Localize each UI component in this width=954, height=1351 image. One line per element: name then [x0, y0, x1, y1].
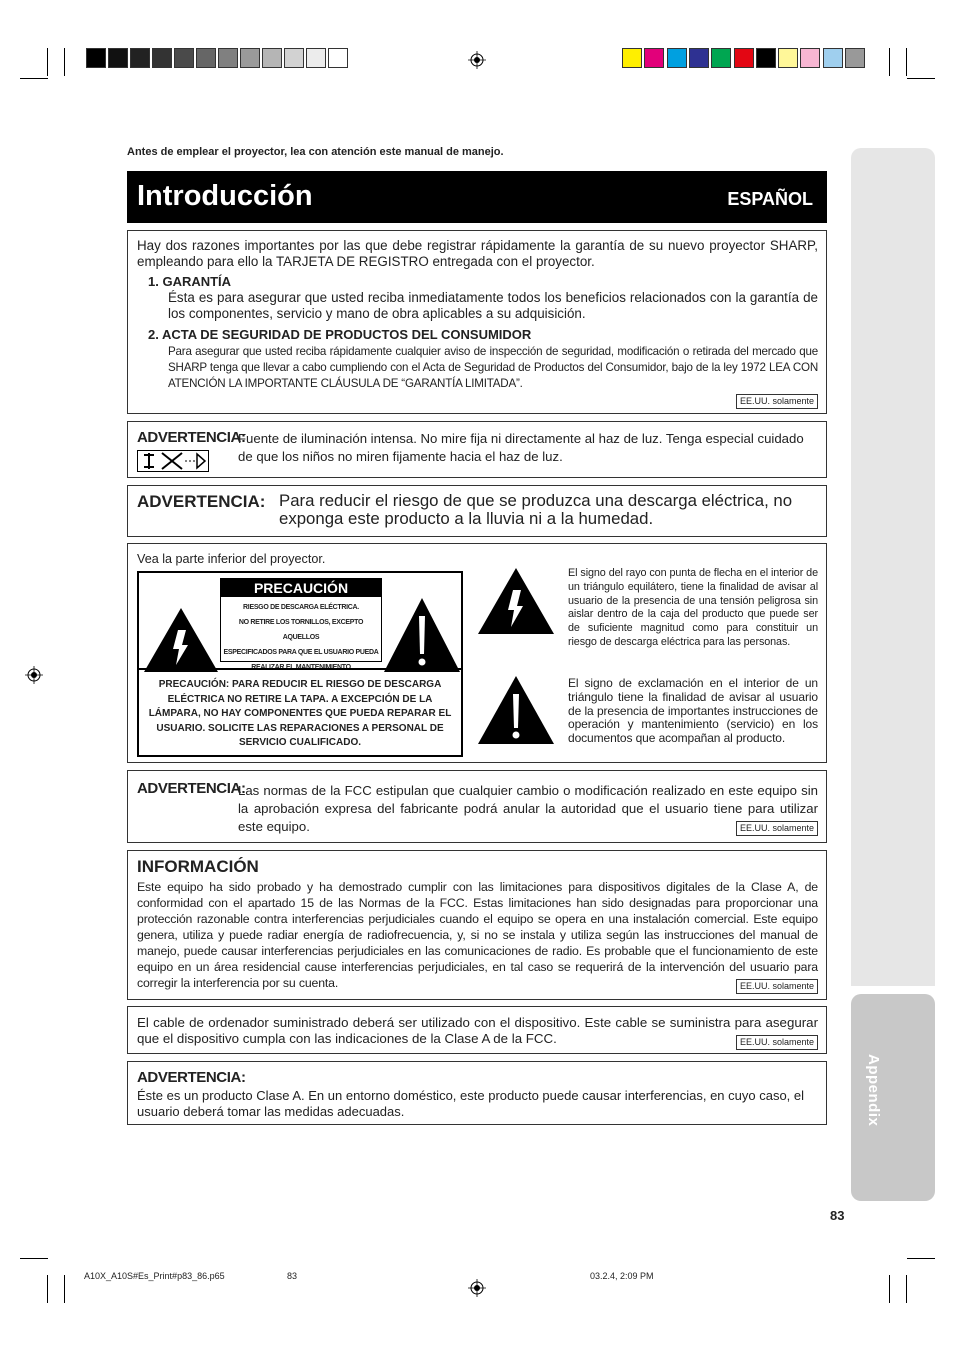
intro-line: Antes de emplear el proyector, lea con atención este manual de manejo.	[127, 146, 504, 158]
page-title: Introducción	[137, 180, 313, 212]
crop-mark	[20, 78, 48, 79]
cable-box	[127, 1006, 827, 1054]
caution-label-line: RIESGO DE DESCARGA ELÉCTRICA.	[243, 604, 359, 611]
color-swatch	[734, 48, 754, 68]
crop-mark	[906, 48, 907, 76]
us-only-tag: EE.UU. solamente	[736, 979, 818, 994]
caution-box	[127, 543, 827, 763]
title-bar	[127, 171, 827, 223]
info-box	[127, 850, 827, 1000]
side-tab-top	[851, 148, 935, 986]
crop-mark	[889, 1275, 890, 1303]
caution-label-line: NO RETIRE LOS TORNILLOS, EXCEPTO AQUELLOS	[238, 619, 364, 641]
info-text: Este equipo ha sido probado y ha demostrado cumplir con las limitaciones para dispositivos digitales de la Clase A, de conformidad con el apartado 15 de las Normas de la FCC. Estas limitaciones han sido designadas para proporcionar una protección razonable contra interferencias perjudiciales cuando el equipo se opera en una instalación comercial. Este equipo genera, utiliza y puede radiar energía de radiofrecuencia, y, si no se instala y utiliza según las instrucciones del manual de manejo, puede causar interferencias perjudiciales en las comunicaciones de radio. Es probable que el funcionamiento de este equipo en un área residencial cause interferencias perjudiciales, en tal caso se requerirá de la intervención del usuario para corregir la interferencia por su cuenta.	[137, 880, 818, 990]
crop-mark	[907, 78, 935, 79]
lightning-triangle-icon	[144, 608, 218, 672]
exclamation-triangle-icon	[478, 676, 554, 744]
registration-mark-icon	[25, 666, 43, 684]
caution-label-panel	[137, 571, 463, 757]
page-number: 83	[830, 1208, 845, 1223]
footer-file: A10X_A10S#Es_Print#p83_86.p65	[84, 1271, 225, 1281]
warranty-item2-text: Para asegurar que usted reciba rápidamente cualquier aviso de inspección de seguridad, modificación o retirada del mercado que SHARP tenga que llevar a cabo cumpliendo con el Acta de Seguridad de Productos del Consumidor, bajo de la ley 1972 LEA CON ATENCIÓN LA IMPORTANTE CLÁUSULA DE “GARANTÍA LIMITADA”.	[168, 345, 818, 390]
crop-mark	[889, 48, 890, 76]
side-tab-appendix[interactable]	[851, 994, 935, 1201]
caution-divider	[139, 668, 461, 670]
us-only-tag: EE.UU. solamente	[736, 821, 818, 836]
warning-rain-text: Para reducir el riesgo de que se produzca una descarga eléctrica, no exponga este producto a la lluvia ni a la humedad.	[279, 491, 793, 528]
warranty-item1-text: Ésta es para asegurar que usted reciba inmediatamente todos los beneficios relacionados con la garantía de los componentes, servicio y mano de obra aplicables a su adquisición.	[168, 290, 818, 321]
color-swatch	[644, 48, 664, 68]
see-bottom-note: Vea la parte inferior del proyector.	[137, 552, 326, 566]
lightning-triangle-icon	[478, 568, 554, 634]
grey-swatch	[196, 48, 216, 68]
warning-classa-label: ADVERTENCIA:	[137, 1069, 246, 1086]
warning-fcc-label: ADVERTENCIA:	[137, 780, 246, 797]
warning-label: ADVERTENCIA:	[137, 429, 246, 446]
us-only-tag: EE.UU. solamente	[736, 1035, 818, 1050]
grey-swatch	[174, 48, 194, 68]
lightning-description: El signo del rayo con punta de flecha en el interior de un triángulo equilátero, tiene la finalidad de avisar al usuario de la presencia de una tensión peligrosa sin aislar dentro de la caja del producto que puede ser de suficiente magnitud como para constituir un riesgo de descarga eléctrica para las personas.	[568, 567, 818, 648]
cable-text: El cable de ordenador suministrado deberá ser utilizado con el dispositivo. Este cable se suministra para asegurar que el dispositivo cumpla con las indicaciones de la Clase A de la FCC.	[137, 1015, 818, 1046]
color-swatch	[622, 48, 642, 68]
footer-date: 03.2.4, 2:09 PM	[590, 1271, 654, 1281]
caution-label-lines	[221, 600, 381, 675]
exclamation-triangle-icon	[384, 598, 460, 672]
warning-fcc-text: Las normas de la FCC estipulan que cualquier cambio o modificación realizado en este equipo sin la aprobación expresa del fabricante podrá anular la autoridad que el usuario tiene para utilizar este equipo.	[238, 783, 818, 834]
crop-mark	[47, 1275, 48, 1303]
crop-mark	[47, 48, 48, 76]
grey-swatch	[152, 48, 172, 68]
grey-swatch	[284, 48, 304, 68]
grey-swatch	[328, 48, 348, 68]
grey-swatch	[108, 48, 128, 68]
warning-classa-text: Éste es un producto Clase A. En un entorno doméstico, este producto puede causar interferencias, en cuyo caso, el usuario deberá tomar las medidas adecuadas.	[137, 1088, 805, 1119]
color-swatch	[778, 48, 798, 68]
exclamation-description: El signo de exclamación en el interior de un triángulo tiene la finalidad de avisar al usuario de la presencia de importantes instrucciones de operación y mantenimiento (servicio) en los documentos que acompañan al producto.	[568, 676, 818, 746]
side-tab-label: Appendix	[865, 1054, 882, 1127]
registration-mark-icon	[468, 51, 486, 69]
warranty-box	[127, 230, 827, 414]
caution-label-line: ESPECIFICADOS PARA QUE EL USUARIO PUEDA	[223, 649, 379, 656]
footer-page: 83	[287, 1271, 298, 1281]
warranty-item2-title: 2. ACTA DE SEGURIDAD DE PRODUCTOS DEL CONSUMIDOR	[148, 327, 532, 342]
warning-fcc-box	[127, 770, 827, 843]
color-swatch	[800, 48, 820, 68]
crop-mark	[64, 48, 65, 76]
crop-mark	[20, 1258, 48, 1259]
no-stare-icon	[137, 450, 209, 472]
language-label: ESPAÑOL	[727, 189, 813, 209]
info-title: INFORMACIÓN	[137, 857, 259, 876]
warning-classa-box	[127, 1061, 827, 1125]
crop-mark	[906, 1275, 907, 1303]
us-only-tag: EE.UU. solamente	[736, 394, 818, 409]
color-swatch	[823, 48, 843, 68]
grey-swatch	[240, 48, 260, 68]
color-swatch	[667, 48, 687, 68]
crop-mark	[64, 1275, 65, 1303]
grey-swatch	[86, 48, 106, 68]
warning-rain-box	[127, 485, 827, 537]
crop-mark	[907, 1258, 935, 1259]
warranty-item1-title: 1. GARANTÍA	[148, 274, 232, 289]
color-swatch	[756, 48, 776, 68]
warranty-intro: Hay dos razones importantes por las que debe registrar rápidamente la garantía de su nuevo proyector SHARP, empleando para ello la TARJETA DE REGISTRO entregada con el proyector.	[137, 238, 818, 269]
grey-swatch	[262, 48, 282, 68]
color-swatch	[711, 48, 731, 68]
warning-rain-label: ADVERTENCIA:	[137, 492, 266, 511]
grey-swatch	[218, 48, 238, 68]
warning-light-text: Fuente de iluminación intensa. No mire fija ni directamente al haz de luz. Tenga especial cuidado de que los niños no miren fijamente hacia el haz de luz.	[238, 431, 804, 464]
warning-light-box	[127, 421, 827, 478]
grey-swatch	[306, 48, 326, 68]
caution-label-title: PRECAUCIÓN	[221, 579, 381, 597]
caution-bottom-text: PRECAUCIÓN: PARA REDUCIR EL RIESGO DE DESCARGA ELÉCTRICA NO RETIRE LA TAPA. A EXCEPCIÓN DE LA LÁMPARA, NO HAY COMPONENTES QUE PUEDA REPARAR EL USUARIO. SOLICITE LAS REPARACIONES A PERSONAL DE SERVICIO CUALIFICADO.	[148, 679, 452, 749]
color-swatch	[845, 48, 865, 68]
grey-swatch	[130, 48, 150, 68]
caution-label-plate	[220, 578, 382, 662]
registration-mark-icon	[468, 1279, 486, 1297]
color-swatch	[689, 48, 709, 68]
